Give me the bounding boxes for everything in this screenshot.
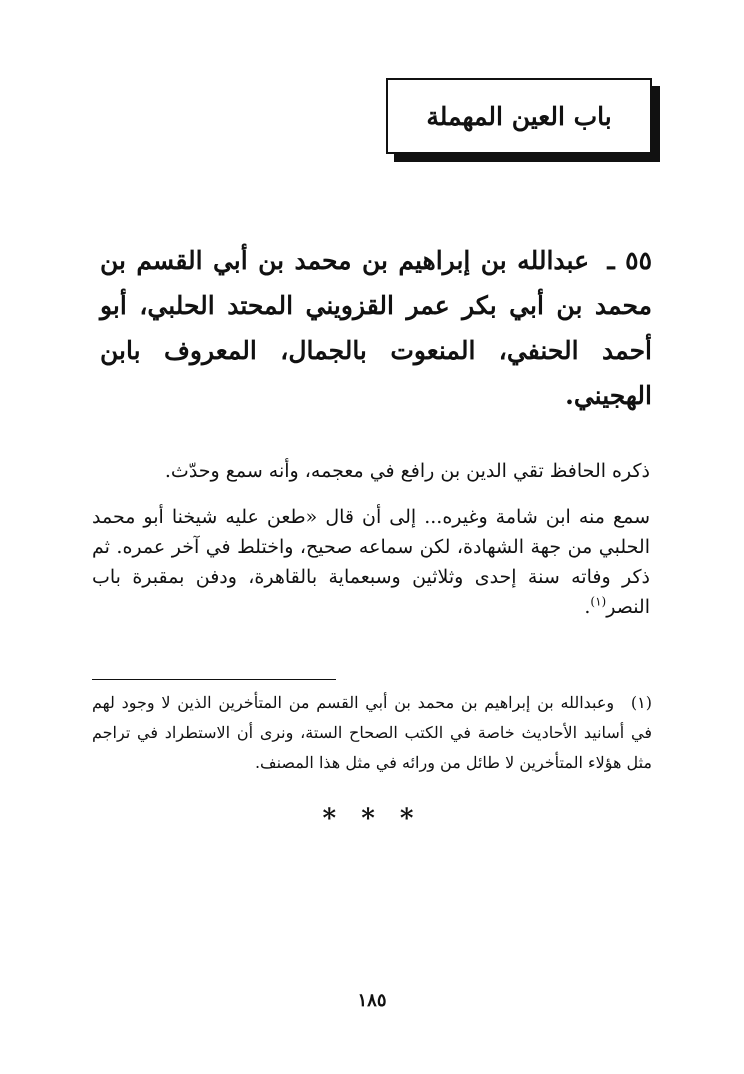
entry-heading [100,238,652,418]
chapter-title: باب العين المهملة [426,101,612,131]
entry-number: ٥٥ ـ [607,246,652,275]
footnote-text: وعبدالله بن إبراهيم بن محمد بن أبي القسم من المتأخرين الذين لا وجود لهم في أسانيد الأحاديث خاصة في الكتب الصحاح الستة، ونرى أن الاستطراد في تراجم مثل هؤلاء المتأخرين لا طائل من ورائه في مثل هذا المصنف. [92,693,652,772]
entry-text: عبدالله بن إبراهيم بن محمد بن أبي القسم بن محمد بن أبي بكر عمر القزويني المحتد الحلبي، أبو أحمد الحنفي، المنعوت بالجمال، المعروف بابن الهجيني. [100,246,652,410]
footnote-mark: (١) [630,693,653,712]
section-separator: * * * [322,804,422,834]
paragraph: ذكره الحافظ تقي الدين بن رافع في معجمه، وأنه سمع وحدّث. [164,460,650,482]
footnote-reference: (١) [590,594,607,609]
chapter-title-box [386,78,652,154]
paragraph-end: . [584,596,591,618]
footnote-divider [92,679,336,680]
page-number: ١٨٥ [357,990,387,1011]
paragraph [92,502,650,622]
footnote [92,688,652,778]
paragraph-text: سمع منه ابن شامة وغيره... إلى أن قال «طعن عليه شيخنا أبو محمد الحلبي من جهة الشهادة، لكن سماعه صحيح، واختلط في آخر عمره. ثم ذكر وفاته سنة إحدى وثلاثين وسبعماية بالقاهرة، ودفن بمقبرة باب النصر [92,506,650,618]
